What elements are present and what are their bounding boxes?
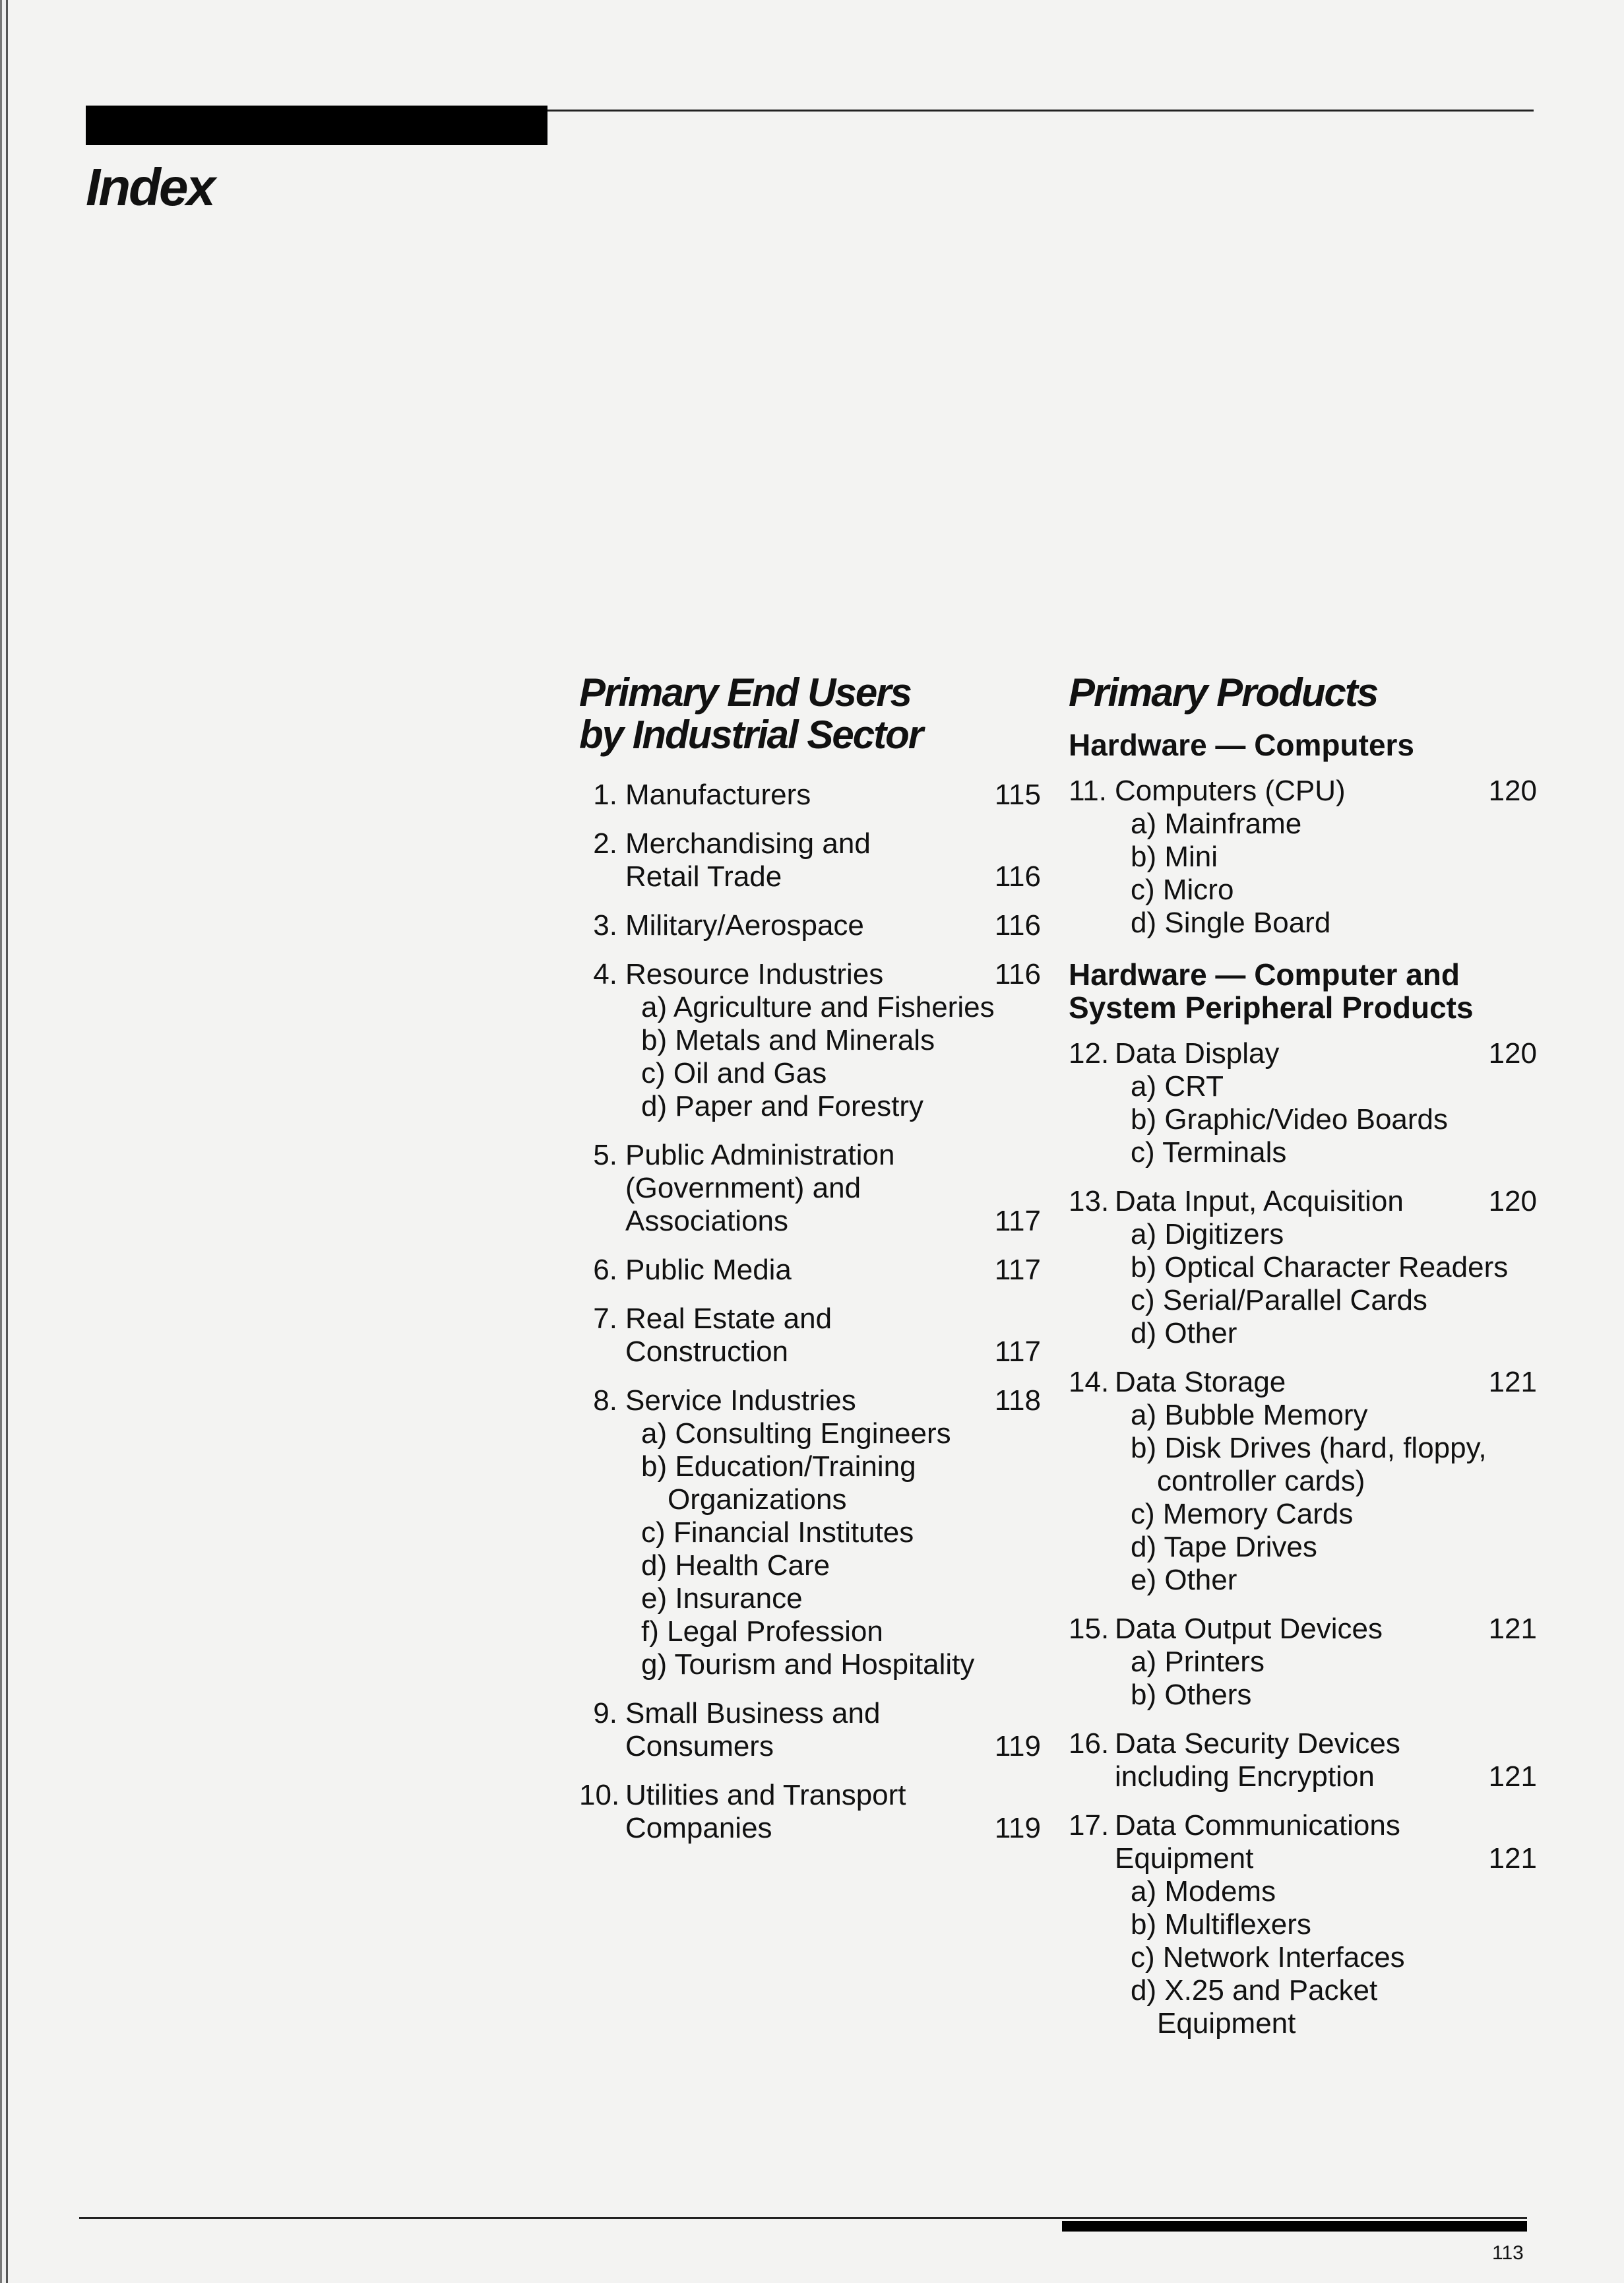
entry-title [1115, 775, 1478, 808]
entry-title-line: Utilities and Transport [625, 1779, 906, 1811]
sub-entry-list [1115, 1070, 1537, 1169]
entry-title-line: Data Output Devices [1115, 1613, 1383, 1645]
sub-entry: b) Graphic/Video Boards [1131, 1103, 1449, 1136]
entry-page-number: 117 [994, 1335, 1041, 1368]
products-heading: Primary Products [1069, 670, 1378, 715]
entry-number: 13. [1069, 1185, 1109, 1217]
index-entry [579, 1254, 1041, 1287]
page-binding-edge [0, 0, 15, 2283]
entry-title [625, 909, 982, 942]
entry-title-line: Data Display [1115, 1037, 1280, 1070]
entry-title [625, 1139, 982, 1238]
sub-entry: c) Terminals [1131, 1136, 1287, 1169]
entry-title [1115, 1727, 1478, 1793]
index-entry [579, 827, 1041, 893]
index-entry [579, 909, 1041, 942]
sub-entry: a) Consulting Engineers [641, 1417, 951, 1450]
header-rule [547, 110, 1534, 112]
sub-entry: c) Financial Institutes [641, 1516, 914, 1549]
entry-title-line: Resource Industries [625, 958, 884, 990]
index-entry [579, 1384, 1041, 1681]
sub-entry: b) Optical Character Readers [1131, 1251, 1509, 1283]
entry-page-number: 117 [994, 1254, 1041, 1286]
entry-title [1115, 1366, 1478, 1399]
sub-entry: b) Others [1131, 1679, 1252, 1711]
products-list [1069, 728, 1537, 2040]
entry-title [625, 1384, 982, 1417]
sub-entry: a) Agriculture and Fisheries [641, 991, 995, 1023]
entry-title [625, 958, 982, 991]
entry-title-line: Computers (CPU) [1115, 775, 1346, 807]
end-users-list [579, 779, 1041, 1845]
index-entry [1069, 1366, 1537, 1597]
sub-entry: a) Mainframe [1131, 808, 1302, 840]
sub-entry: a) Bubble Memory [1131, 1399, 1368, 1431]
entry-spacer [1069, 1875, 1115, 2040]
section-subheading [1069, 728, 1537, 761]
sub-entry-list [1115, 1399, 1537, 1597]
section-subheading-line: System Peripheral Products [1069, 990, 1474, 1025]
index-entry [1069, 775, 1537, 940]
entry-number: 12. [1069, 1037, 1109, 1070]
entry-title-line: Associations [625, 1205, 789, 1237]
sub-entry: c) Network Interfaces [1131, 1941, 1405, 1974]
sub-entry: b) Education/Training [641, 1450, 916, 1483]
entry-title-line: Data Security Devices [1115, 1727, 1400, 1760]
sub-entry-list [1115, 1875, 1537, 2040]
entry-number: 4. [593, 958, 617, 990]
sub-entry: c) Serial/Parallel Cards [1131, 1284, 1427, 1316]
section-subheading-line: Hardware — Computers [1069, 728, 1415, 762]
entry-title-line: Military/Aerospace [625, 909, 864, 942]
entry-title [625, 1254, 982, 1287]
sub-entry: controller cards) [1157, 1465, 1365, 1497]
sub-entry: d) Other [1131, 1317, 1237, 1349]
sub-entry: b) Mini [1131, 841, 1218, 873]
index-entry [579, 958, 1041, 1123]
entry-page-number: 117 [994, 1205, 1041, 1237]
sub-entry-list [1115, 808, 1537, 940]
sub-entry-list [1115, 1218, 1537, 1350]
sub-entry: b) Metals and Minerals [641, 1024, 935, 1056]
index-entry [1069, 1185, 1537, 1350]
entry-number: 7. [593, 1302, 617, 1335]
end-users-heading [579, 672, 1041, 756]
entry-title [625, 827, 982, 893]
header-black-bar [86, 106, 547, 145]
entry-title-line: Equipment [1115, 1842, 1254, 1875]
sub-entry: g) Tourism and Hospitality [641, 1648, 975, 1681]
sub-entry: d) Tape Drives [1131, 1531, 1317, 1563]
page-title: Index [86, 158, 214, 216]
entry-number: 11. [1069, 775, 1107, 807]
entry-title-line: Data Input, Acquisition [1115, 1185, 1404, 1217]
entry-title [1115, 1037, 1478, 1070]
entry-page-number: 120 [1488, 1185, 1537, 1217]
index-entry [579, 779, 1041, 812]
entry-title-line: Manufacturers [625, 779, 811, 811]
entry-title-line: (Government) and [625, 1172, 861, 1204]
entry-title-line: Retail Trade [625, 860, 782, 893]
entry-title-line: Data Communications [1115, 1809, 1400, 1842]
sub-entry: f) Legal Profession [641, 1615, 883, 1648]
section-subheading [1069, 958, 1537, 1024]
entry-title-line: Service Industries [625, 1384, 856, 1417]
sub-entry: Organizations [668, 1483, 847, 1516]
sub-entry: c) Oil and Gas [641, 1057, 827, 1089]
entry-number: 3. [593, 909, 617, 942]
entry-spacer [1069, 1070, 1115, 1169]
sub-entry-list [625, 1417, 1041, 1681]
end-users-heading-line2: by Industrial Sector [579, 713, 923, 757]
page-number: 113 [1492, 2242, 1524, 2264]
entry-number: 6. [593, 1254, 617, 1286]
entry-title [625, 1779, 982, 1845]
entry-page-number: 121 [1488, 1613, 1537, 1645]
sub-entry-list [625, 991, 1041, 1123]
entry-page-number: 121 [1488, 1760, 1537, 1793]
entry-page-number: 119 [994, 1730, 1041, 1762]
entry-number: 17. [1069, 1809, 1109, 1842]
entry-number: 5. [593, 1139, 617, 1171]
end-users-column [579, 672, 1041, 1861]
entry-spacer [1069, 1646, 1115, 1712]
entry-title-line: Consumers [625, 1730, 774, 1762]
entry-title [625, 779, 982, 812]
entry-number: 15. [1069, 1613, 1109, 1645]
sub-entry: c) Micro [1131, 874, 1234, 906]
entry-title [1115, 1185, 1478, 1218]
index-entry [1069, 1613, 1537, 1712]
entry-title-line: Public Administration [625, 1139, 895, 1171]
entry-title-line: Real Estate and [625, 1302, 832, 1335]
entry-page-number: 120 [1488, 775, 1537, 807]
entry-spacer [1069, 808, 1115, 940]
entry-number: 1. [593, 779, 617, 811]
index-entry [1069, 1727, 1537, 1793]
entry-number: 14. [1069, 1366, 1109, 1398]
index-entry [1069, 1809, 1537, 2040]
entry-page-number: 119 [994, 1812, 1041, 1844]
sub-entry: d) X.25 and Packet [1131, 1974, 1378, 2007]
entry-title-line: Public Media [625, 1254, 792, 1286]
index-entry [1069, 1037, 1537, 1169]
entry-title-line: Small Business and [625, 1697, 881, 1729]
entry-title-line: Merchandising and [625, 827, 871, 860]
sub-entry-list [1115, 1646, 1537, 1712]
entry-spacer [579, 991, 625, 1123]
sub-entry: d) Health Care [641, 1549, 830, 1582]
entry-title [1115, 1809, 1478, 1875]
entry-page-number: 121 [1488, 1842, 1537, 1875]
sub-entry: a) CRT [1131, 1070, 1224, 1103]
entry-page-number: 115 [994, 779, 1041, 811]
entry-spacer [1069, 1399, 1115, 1597]
entry-title-line: Companies [625, 1812, 772, 1844]
entry-page-number: 120 [1488, 1037, 1537, 1070]
index-entry [579, 1302, 1041, 1368]
entry-number: 8. [593, 1384, 617, 1417]
entry-page-number: 116 [994, 958, 1041, 990]
footer-black-bar [1062, 2221, 1527, 2232]
sub-entry: d) Paper and Forestry [641, 1090, 923, 1122]
sub-entry: d) Single Board [1131, 907, 1331, 939]
index-entry [579, 1139, 1041, 1238]
sub-entry: a) Printers [1131, 1646, 1265, 1678]
sub-entry: Equipment [1157, 2007, 1296, 2040]
entry-title-line: including Encryption [1115, 1760, 1375, 1793]
index-entry [579, 1697, 1041, 1763]
sub-entry: e) Insurance [641, 1582, 803, 1615]
entry-spacer [579, 1417, 625, 1681]
index-entry [579, 1779, 1041, 1845]
sub-entry: c) Memory Cards [1131, 1498, 1354, 1530]
sub-entry: b) Disk Drives (hard, floppy, [1131, 1432, 1487, 1464]
sub-entry: b) Multiflexers [1131, 1908, 1311, 1941]
entry-number: 16. [1069, 1727, 1109, 1760]
sub-entry: a) Digitizers [1131, 1218, 1284, 1250]
entry-title-line: Construction [625, 1335, 789, 1368]
entry-page-number: 116 [994, 909, 1041, 942]
sub-entry: a) Modems [1131, 1875, 1276, 1908]
entry-title [625, 1697, 982, 1763]
products-column [1069, 672, 1537, 2056]
entry-page-number: 116 [994, 860, 1041, 893]
entry-page-number: 118 [994, 1384, 1041, 1417]
end-users-heading-line1: Primary End Users [579, 670, 911, 715]
sub-entry: e) Other [1131, 1564, 1237, 1596]
entry-spacer [1069, 1218, 1115, 1350]
section-subheading-line: Hardware — Computer and [1069, 957, 1460, 992]
entry-number: 2. [593, 827, 617, 860]
entry-title [1115, 1613, 1478, 1646]
entry-page-number: 121 [1488, 1366, 1537, 1398]
footer-rule [79, 2217, 1527, 2219]
entry-number: 9. [593, 1697, 617, 1729]
entry-title-line: Data Storage [1115, 1366, 1286, 1398]
entry-number: 10. [579, 1779, 620, 1811]
entry-title [625, 1302, 982, 1368]
